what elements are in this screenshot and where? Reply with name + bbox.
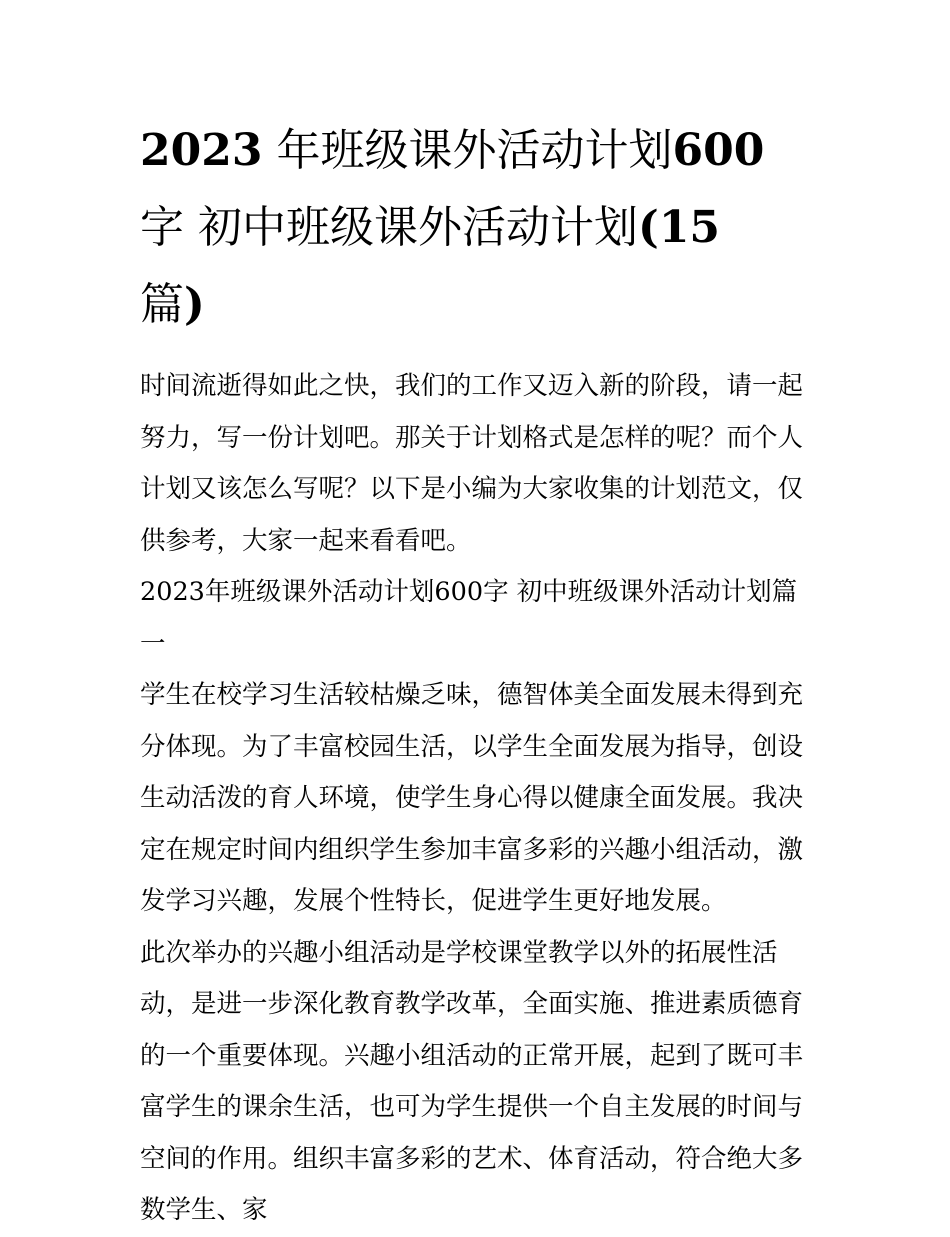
title-text-b: 字 初中班级课外活动计划 <box>140 202 638 253</box>
intro-paragraph: 时间流逝得如此之快，我们的工作又迈入新的阶段，请一起努力，写一份计划吧。那关于计划格式是怎样的呢？而个人计划又该怎么写呢？以下是小编为大家收集的计划范文，仅供参考，大家一起来看看吧。 <box>140 371 804 556</box>
document-body <box>140 361 812 1237</box>
body-paragraph: 此次举办的兴趣小组活动是学校课堂教学以外的拓展性活动，是进一步深化教育教学改革，全面实施、推进素质德育的一个重要体现。兴趣小组活动的正常开展，起到了既可丰富学生的课余生活，也可为学生提供一个自主发展的时间与空间的作用。组织丰富多彩的艺术、体育活动，符合绝大多数学生、家 <box>140 937 804 1225</box>
document-page <box>140 112 812 1237</box>
document-title <box>140 112 812 343</box>
title-text-c: 篇 <box>140 279 184 330</box>
title-count: 600 <box>672 125 765 176</box>
section-heading: 2023年班级课外活动计划600字 初中班级课外活动计划篇一 <box>140 577 798 659</box>
title-year: 2023 <box>140 125 263 176</box>
title-number: (15 <box>638 202 721 253</box>
title-text-a: 年班级课外活动计划 <box>276 125 673 176</box>
title-close: ) <box>184 279 205 330</box>
body-paragraph: 学生在校学习生活较枯燥乏味，德智体美全面发展未得到充分体现。为了丰富校园生活，以学生全面发展为指导，创设生动活泼的育人环境，使学生身心得以健康全面发展。我决定在规定时间内组织学生参加丰富多彩的兴趣小组活动，激发学习兴趣，发展个性特长，促进学生更好地发展。 <box>140 680 804 916</box>
